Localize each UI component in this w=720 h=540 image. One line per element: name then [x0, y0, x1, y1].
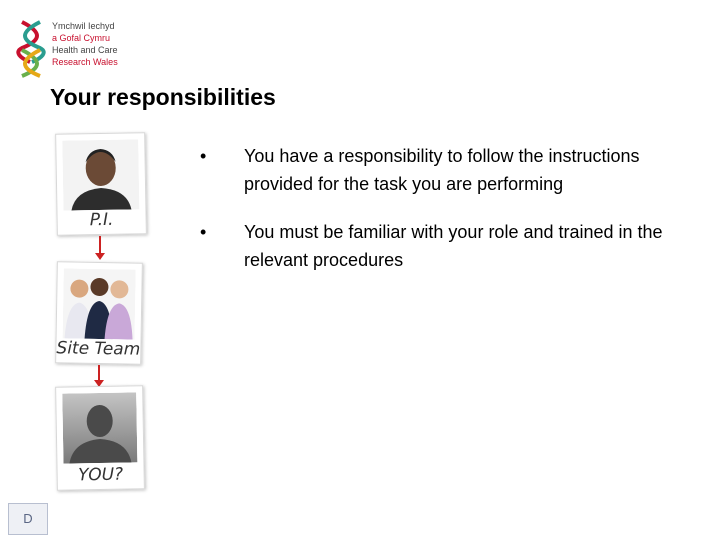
logo-line-3: Health and Care — [52, 45, 118, 55]
bullet-text: You must be familiar with your role and trained in the relevant procedures — [244, 222, 663, 270]
bullet-item — [200, 142, 690, 198]
page-title: Your responsibilities — [50, 84, 276, 110]
bullet-list — [200, 142, 690, 294]
logo-line-4: Research Wales — [52, 57, 118, 67]
logo-line-2: a Gofal Cymru — [52, 33, 111, 43]
bullet-text: You have a responsibility to follow the instructions provided for the task you are performing — [244, 146, 640, 194]
dna-helix-icon — [16, 18, 46, 78]
pi-portrait — [62, 139, 139, 210]
arrow-down-icon — [98, 365, 100, 381]
health-care-research-wales-logo — [16, 18, 126, 80]
photo-caption-site-team: Site Team — [56, 338, 141, 360]
slide-footer-label: D — [8, 503, 48, 535]
bullet-item — [200, 218, 690, 274]
arrow-down-icon — [99, 236, 101, 254]
photo-caption-you: YOU? — [78, 464, 124, 486]
bullet-symbol: • — [200, 222, 207, 242]
silhouette-portrait — [62, 392, 137, 463]
logo-line-1: Ymchwil Iechyd — [52, 21, 115, 31]
photo-you — [55, 385, 145, 491]
photo-site-team — [55, 261, 143, 364]
logo-text — [52, 20, 118, 68]
bullet-symbol: • — [200, 146, 207, 166]
photo-pi — [55, 132, 147, 236]
photo-caption-pi: P.I. — [89, 209, 114, 231]
site-team-portrait — [63, 268, 136, 339]
